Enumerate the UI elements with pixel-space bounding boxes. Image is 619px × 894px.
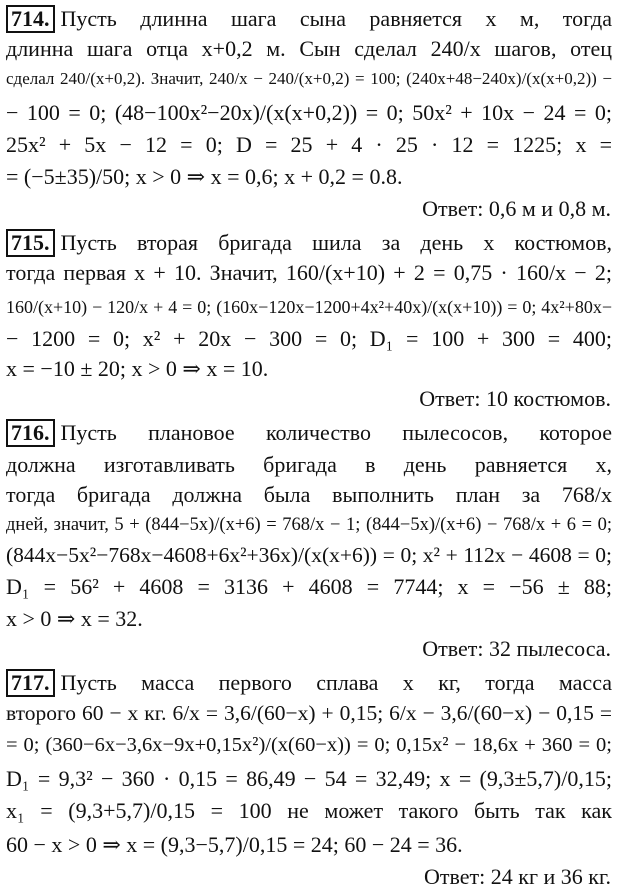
problem-number: 717. <box>6 669 55 697</box>
problem-line: − 100 = 0; (48−100x²−20x)/(x(x+0,2)) = 0; 50x² + 10x − 24 = 0; <box>6 100 612 125</box>
problem-line: (844x−5x²−768x−4608+6x²+36x)/(x(x+6)) = 0; x² + 112x − 4608 = 0; <box>6 543 612 567</box>
problem-line: − 1200 = 0; x² + 20x − 300 = 0; D₁ = 100 + 300 = 400; <box>6 326 612 351</box>
problem-line: должна изготавливать бригада в день равняется x, <box>6 452 612 477</box>
problem-line: 25x² + 5x − 12 = 0; D = 25 + 4 · 25 · 12 = 1225; x = <box>6 132 612 157</box>
problem-line: 714. Пусть длинна шага сына равняется x м, тогда <box>6 4 612 34</box>
problem-line: сделал 240/(x+0,2). Значит, 240/x − 240/(x+0,2) = 100; (240x+48−240x)/(x(x+0,2)) − <box>6 69 612 88</box>
problem-line: тогда бригада должна была выполнить план за 768/x <box>6 482 612 507</box>
problem-line: второго 60 − x кг. 6/x = 3,6/(60−x) + 0,15; 6/x − 3,6/(60−x) − 0,15 = <box>6 701 612 725</box>
problem-line: = (−5±35)/50; x > 0 ⇒ x = 0,6; x + 0,2 = 0.8. <box>6 164 403 189</box>
problem-number: 715. <box>6 229 55 257</box>
problem-line: длинна шага отца x+0,2 м. Сын сделал 240/x шагов, отец <box>6 36 612 61</box>
problem-number: 716. <box>6 419 55 447</box>
problem-line: тогда первая x + 10. Значит, 160/(x+10) + 2 = 0,75 · 160/x − 2; <box>6 260 612 285</box>
problem-line: 716. Пусть плановое количество пылесосов, которое <box>6 418 612 448</box>
answer-716: Ответ: 32 пылесоса. <box>422 636 611 661</box>
problem-line: = 0; (360−6x−3,6x−9x+0,15x²)/(x(60−x)) = 0; 0,15x² − 18,6x + 360 = 0; <box>6 734 612 756</box>
problem-line: 60 − x > 0 ⇒ x = (9,3−5,7)/0,15 = 24; 60 − 24 = 36. <box>6 832 463 857</box>
answer-715: Ответ: 10 костюмов. <box>419 386 611 411</box>
problem-number: 714. <box>6 5 55 33</box>
problem-line: D₁ = 9,3² − 360 · 0,15 = 86,49 − 54 = 32,49; x = (9,3±5,7)/0,15; <box>6 766 612 791</box>
problem-line: дней, значит, 5 + (844−5x)/(x+6) = 768/x − 1; (844−5x)/(x+6) − 768/x + 6 = 0; <box>6 515 612 535</box>
problem-line: x₁ = (9,3+5,7)/0,15 = 100 не может такого быть так как <box>6 798 612 823</box>
problem-line: 717. Пусть масса первого сплава x кг, тогда масса <box>6 668 612 698</box>
problem-line: 715. Пусть вторая бригада шила за день x костюмов, <box>6 228 612 258</box>
problem-line: x > 0 ⇒ x = 32. <box>6 606 143 631</box>
problem-line: D₁ = 56² + 4608 = 3136 + 4608 = 7744; x = −56 ± 88; <box>6 574 612 599</box>
answer-717: Ответ: 24 кг и 36 кг. <box>424 864 611 889</box>
answer-714: Ответ: 0,6 м и 0,8 м. <box>422 196 611 221</box>
problem-line: 160/(x+10) − 120/x + 4 = 0; (160x−120x−1200+4x²+40x)/(x(x+10)) = 0; 4x²+80x− <box>6 297 612 317</box>
problem-line: x = −10 ± 20; x > 0 ⇒ x = 10. <box>6 356 269 381</box>
